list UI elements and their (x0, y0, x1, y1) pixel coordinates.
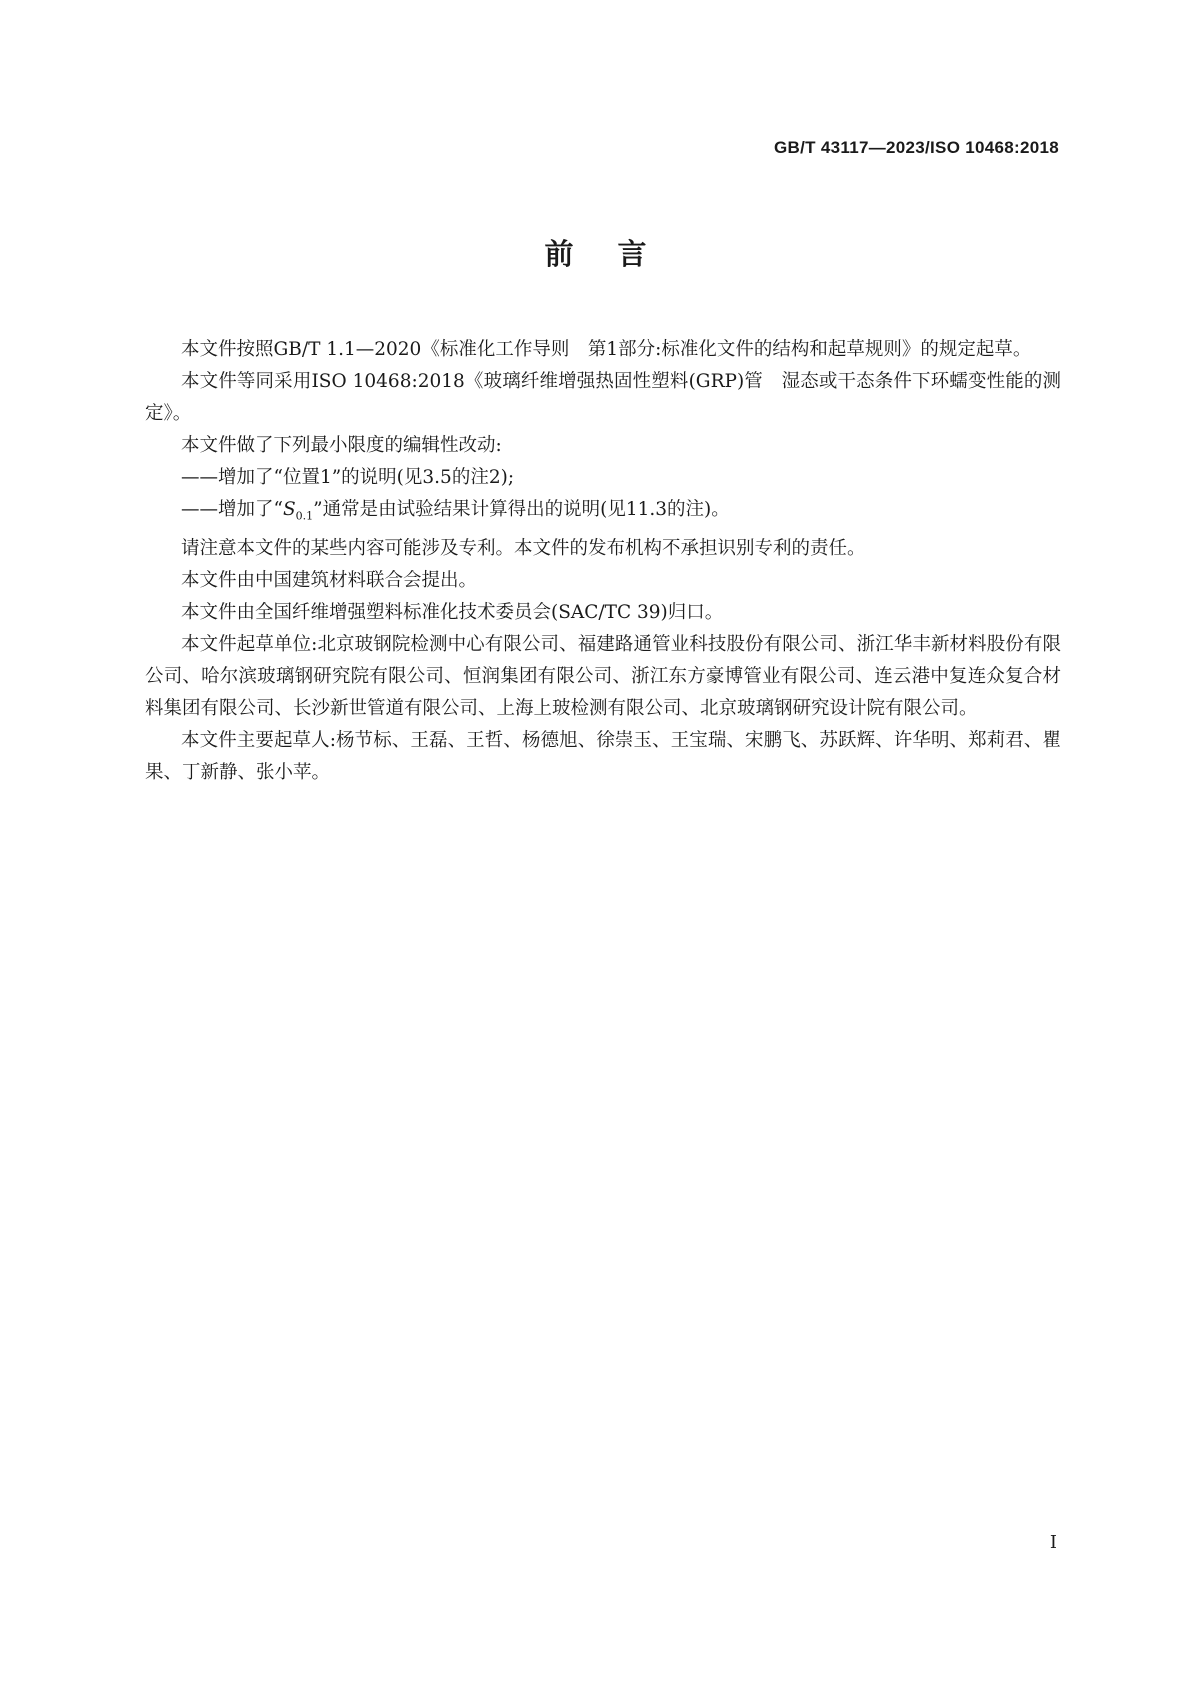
edit-item-symbol-suffix: ”通常是由试验结果计算得出的说明(见11.3的注)。 (313, 499, 730, 520)
paragraph-proposer: 本文件由中国建筑材料联合会提出。 (181, 569, 478, 591)
edit-item-symbol-prefix: ——增加了“ (181, 499, 283, 520)
symbol-subscript: 0.1 (295, 509, 314, 523)
paragraph-patent-notice: 请注意本文件的某些内容可能涉及专利。本文件的发布机构不承担识别专利的责任。 (181, 537, 866, 559)
paragraph-drafters: 本文件主要起草人:杨节标、王磊、王哲、杨德旭、徐崇玉、王宝瑞、宋鹏飞、苏跃辉、许华明、郑莉君、瞿果、丁新静、张小苹。 (145, 729, 1061, 783)
paragraph-edits-intro: 本文件做了下列最小限度的编辑性改动: (181, 435, 502, 456)
edit-item-symbol (145, 494, 1061, 533)
page-number: I (1049, 1532, 1057, 1553)
paragraph-drafting-rules: 本文件按照GB/T 1.1—2020《标准化工作导则 第1部分:标准化文件的结构和起草规则》的规定起草。 (181, 339, 1032, 360)
paragraph-committee: 本文件由全国纤维增强塑料标准化技术委员会(SAC/TC 39)归口。 (181, 601, 724, 623)
paragraph-drafting-units: 本文件起草单位:北京玻钢院检测中心有限公司、福建路通管业科技股份有限公司、浙江华丰新材料股份有限公司、哈尔滨玻璃钢研究院有限公司、恒润集团有限公司、浙江东方豪博管业有限公司、连云港中复连众复合材料集团有限公司、长沙新世管道有限公司、上海上玻检测有限公司、北京玻璃钢研究设计院有限公司。 (145, 633, 1061, 719)
standard-code: GB/T 43117—2023/ISO 10468:2018 (774, 138, 1059, 157)
symbol-s: $S_{0.1}$ (282, 499, 314, 523)
foreword-body (145, 334, 1061, 789)
edit-item-position: ——增加了“位置1”的说明(见3.5的注2); (181, 467, 515, 488)
paragraph-adoption: 本文件等同采用ISO 10468:2018《玻璃纤维增强热固性塑料(GRP)管 湿态或干态条件下环蠕变性能的测定》。 (145, 371, 1061, 424)
page-title: 前言 (544, 237, 691, 271)
